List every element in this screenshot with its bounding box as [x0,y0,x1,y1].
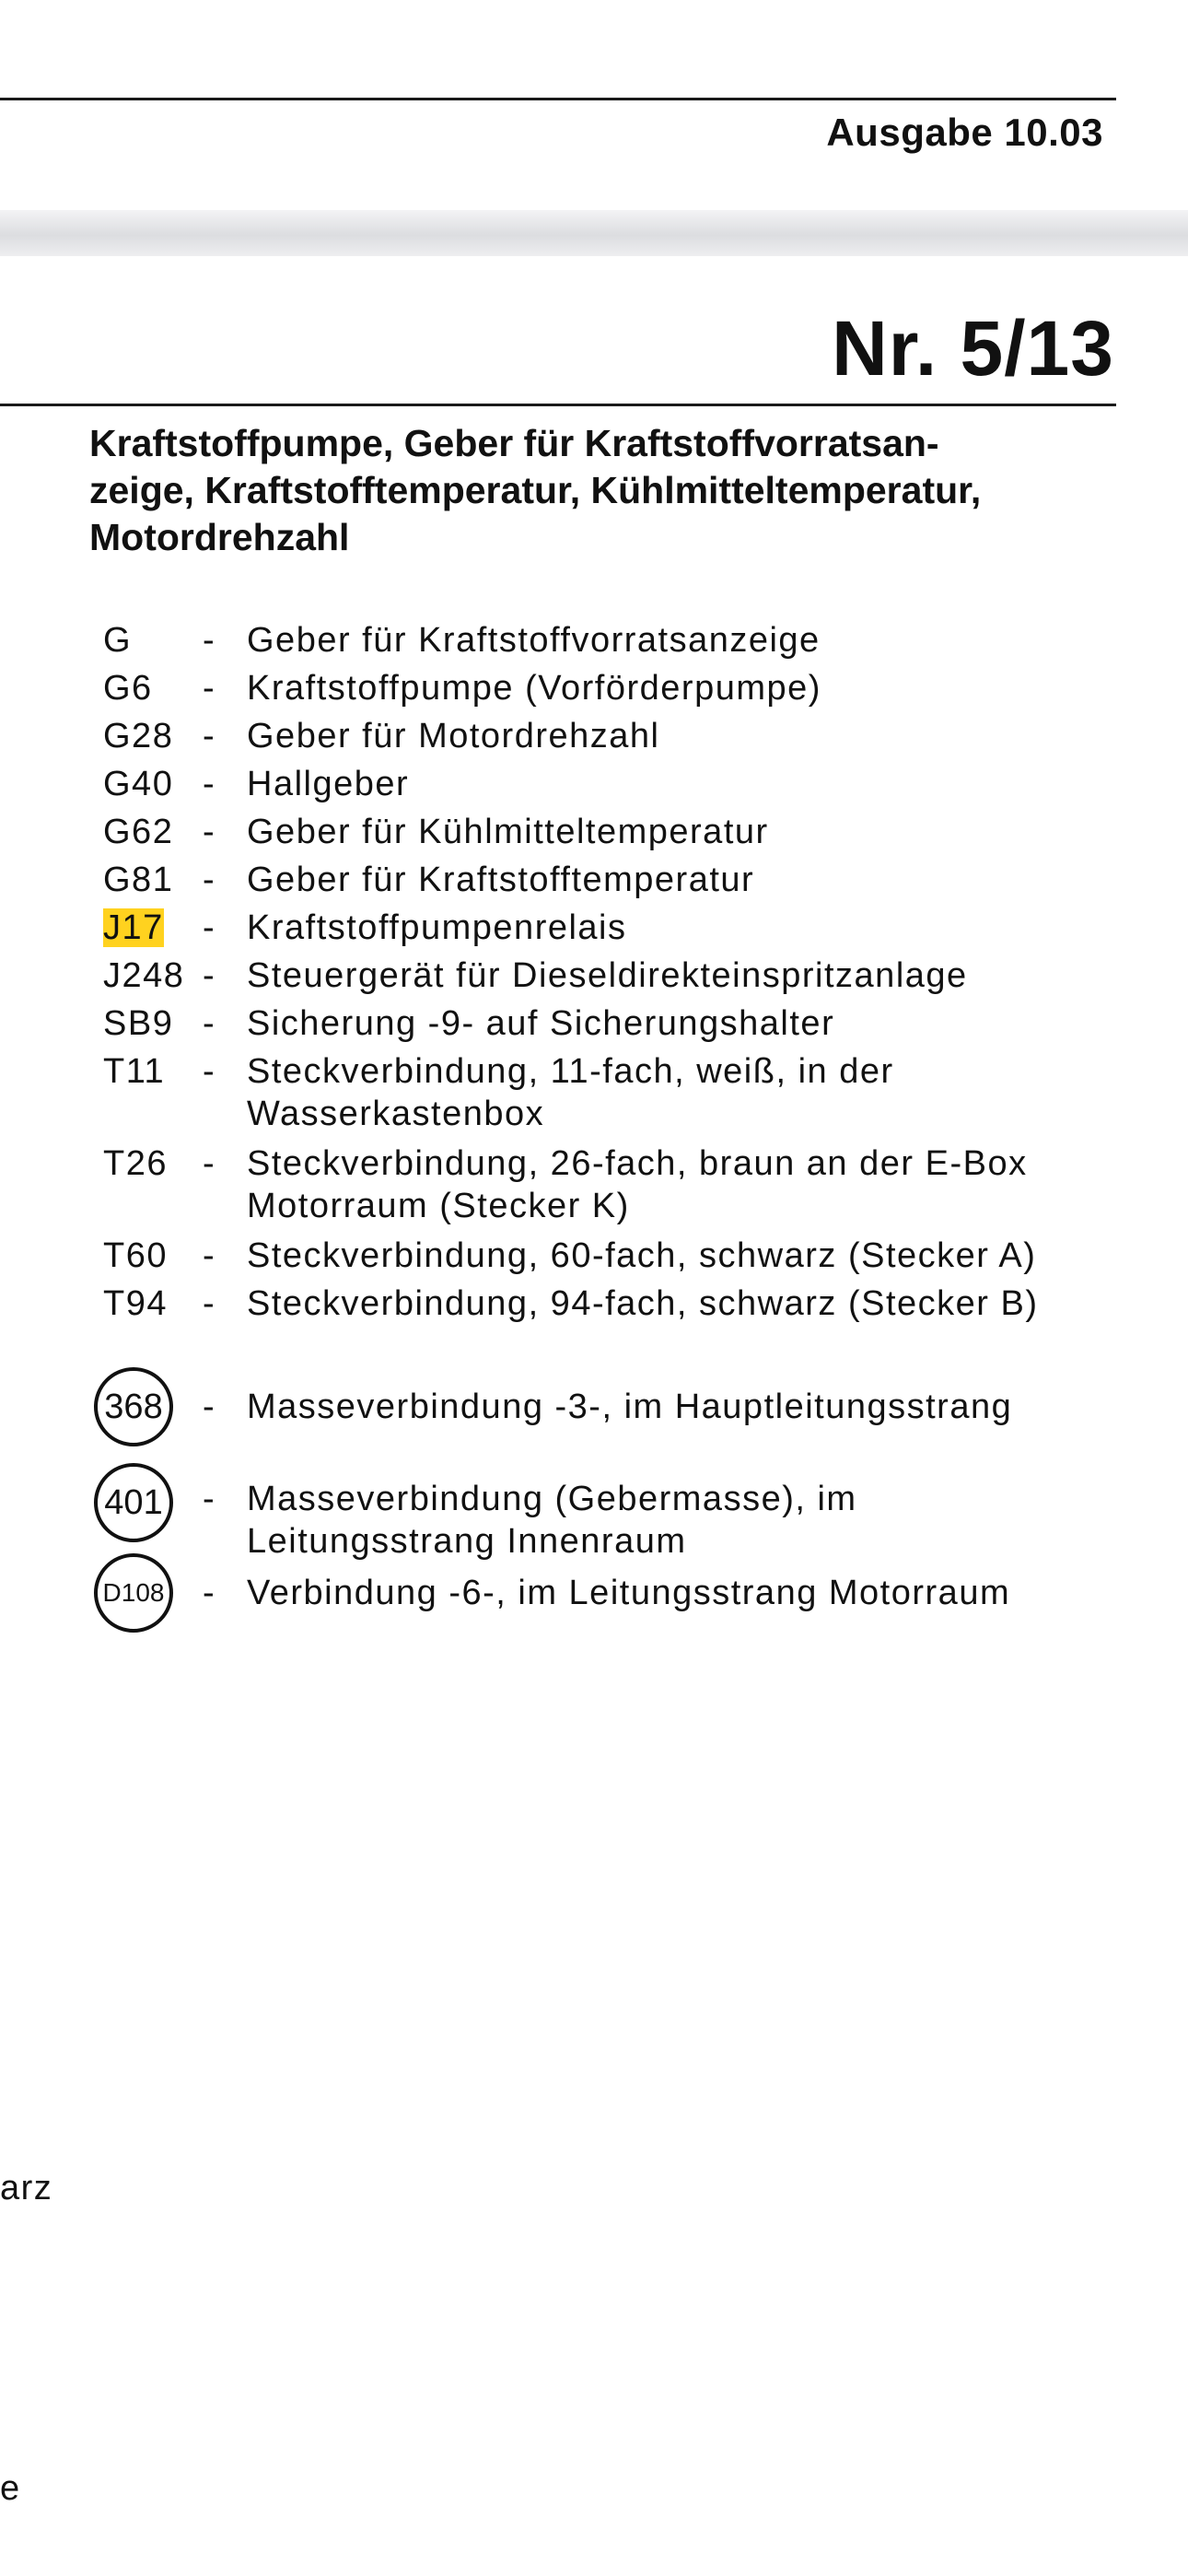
legend-code: G81 [103,861,174,899]
legend-description: Steckverbindung, 60-fach, schwarz (Stecker A) [247,1236,1037,1275]
legend-row [103,667,1079,709]
legend-description: Kraftstoffpumpenrelais [247,908,627,947]
legend-separator: - [203,813,216,851]
ground-point-row [94,1463,1079,1563]
legend-row [103,1282,1079,1325]
legend-separator: - [203,1388,216,1426]
legend-description: Steckverbindung, 94-fach, schwarz (Stecker B) [247,1284,1039,1323]
legend-code: G40 [103,765,174,803]
page-separator-band [0,210,1188,256]
ground-point-row [94,1367,1079,1446]
legend-code: G62 [103,813,174,851]
ground-point-circle: 368 [94,1367,173,1446]
legend-description: Sicherung -9- auf Sicherungshalter [247,1004,835,1043]
legend-separator: - [203,861,216,899]
legend-row [103,859,1079,901]
legend-separator: - [203,1284,216,1323]
legend-separator: - [203,1574,216,1612]
edition-label: Ausgabe 10.03 [826,111,1103,154]
legend-code: G28 [103,717,174,755]
legend-description: Hallgeber [247,765,410,803]
ground-point-circle: 401 [94,1463,173,1542]
component-legend [103,619,1079,1633]
page-title [89,420,1077,561]
legend-row [103,811,1079,853]
title-line-1: Kraftstoffpumpe, Geber für Kraftstoffvorratsan- [89,422,939,464]
title-rule [0,404,1116,406]
legend-description: Masseverbindung -3-, im Hauptleitungsstrang [247,1388,1013,1426]
legend-description: Steckverbindung, 26-fach, braun an der E-Box Motorraum (Stecker K) [247,1144,1028,1225]
legend-description: Geber für Kraftstoffvorratsanzeige [247,621,821,660]
search-highlight: J17 [103,908,164,947]
legend-code: T60 [103,1236,168,1275]
title-line-3: Motordrehzahl [89,516,350,558]
legend-separator: - [203,956,216,995]
legend-row [103,954,1079,997]
legend-code: SB9 [103,1004,174,1043]
legend-separator: - [203,765,216,803]
legend-description: Steuergerät für Dieseldirekteinspritzanlage [247,956,968,995]
legend-description: Geber für Kühlmitteltemperatur [247,813,769,851]
document-number: Nr. 5/13 [832,305,1114,392]
legend-separator: - [203,621,216,660]
legend-description: Kraftstoffpumpe (Vorförderpumpe) [247,669,821,708]
legend-separator: - [203,717,216,755]
ground-point-circle: D108 [94,1553,173,1633]
legend-code: T11 [103,1052,166,1091]
legend-separator: - [203,669,216,708]
legend-code: J248 [103,956,185,995]
ground-point-row [94,1553,1079,1633]
legend-row [103,763,1079,805]
legend-row [103,619,1079,662]
legend-code: G6 [103,669,153,708]
legend-separator: - [203,1052,216,1091]
legend-separator: - [203,1004,216,1043]
legend-code: T94 [103,1284,168,1323]
legend-description: Masseverbindung (Gebermasse), im Leitungsstrang Innenraum [247,1480,857,1561]
legend-row [103,1002,1079,1045]
legend-row-highlighted [103,907,1079,949]
legend-description: Verbindung -6-, im Leitungsstrang Motorraum [247,1574,1011,1612]
top-rule [0,98,1116,100]
legend-row [103,715,1079,757]
title-line-2: zeige, Kraftstofftemperatur, Kühlmitteltemperatur, [89,469,982,511]
legend-row [103,1235,1079,1277]
legend-code: T26 [103,1144,168,1183]
legend-separator: - [203,1480,216,1518]
legend-description: Geber für Motordrehzahl [247,717,660,755]
legend-separator: - [203,1144,216,1183]
legend-description: Geber für Kraftstofftemperatur [247,861,755,899]
legend-description: Steckverbindung, 11-fach, weiß, in der Wasserkastenbox [247,1052,894,1133]
legend-row [103,1050,1079,1135]
cropped-text-fragment: e [0,2469,21,2508]
legend-separator: - [203,908,216,947]
legend-spacer [103,1330,1079,1367]
legend-row [103,1142,1079,1227]
legend-code: G [103,621,133,660]
legend-separator: - [203,1236,216,1275]
cropped-text-fragment: arz [0,2169,53,2207]
legend-code [103,907,199,949]
